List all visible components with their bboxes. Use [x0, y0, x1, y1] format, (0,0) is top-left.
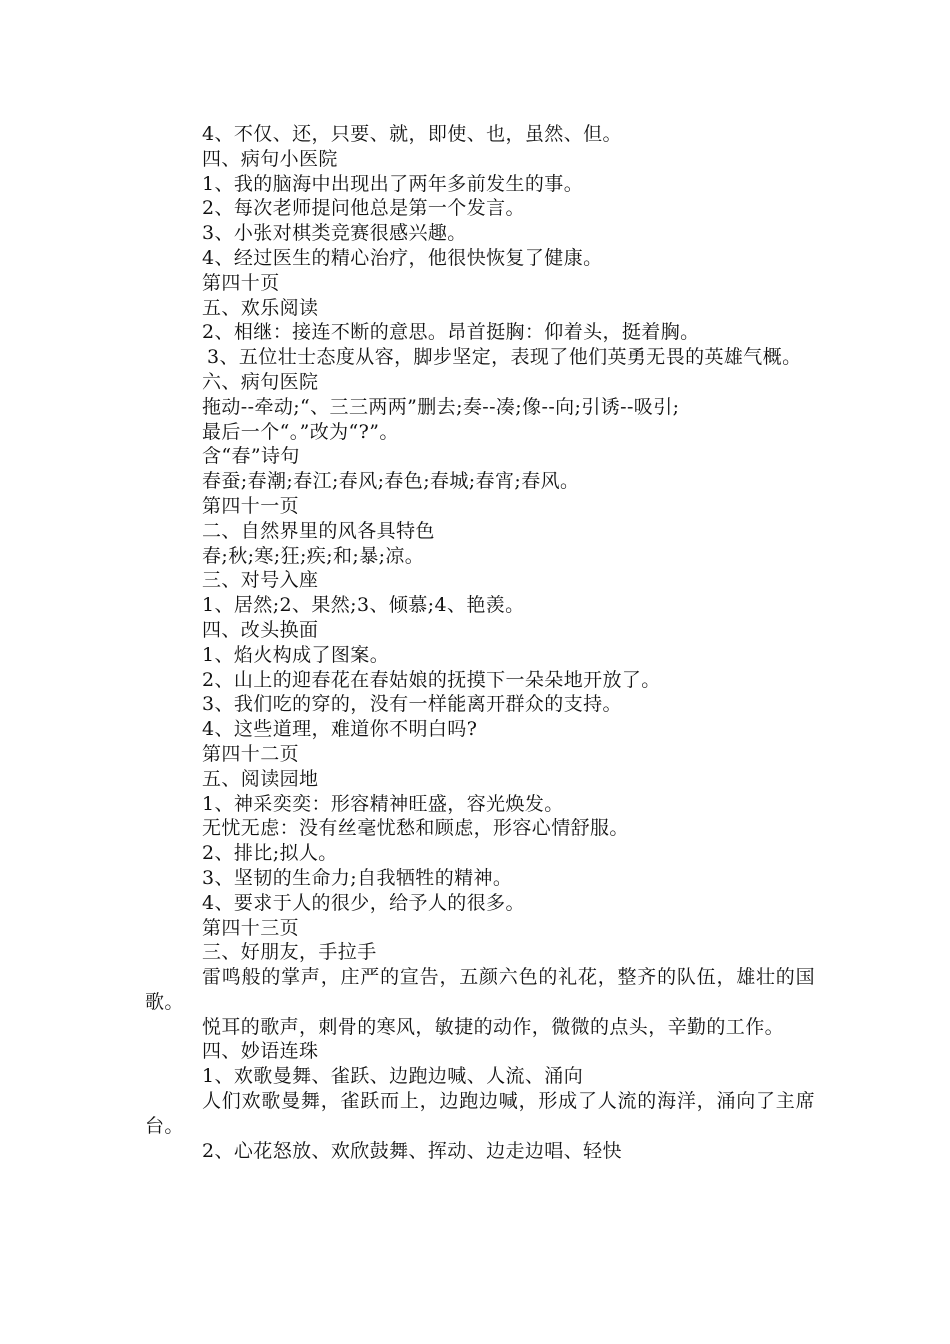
- answer-paragraph: 人们欢歌曼舞，雀跃而上，边跑边喊，形成了人流的海洋，涌向了主席台。: [145, 1090, 815, 1137]
- answer-line: 4、要求于人的很少，给予人的很多。: [202, 891, 525, 914]
- section-heading: 六、病句医院: [202, 370, 319, 393]
- answer-line: 2、每次老师提问他总是第一个发言。: [202, 197, 525, 220]
- answer-line: 2、排比;拟人。: [202, 842, 338, 865]
- document-body: [145, 122, 815, 1163]
- answer-line: 3、我们吃的穿的，没有一样能离开群众的支持。: [202, 693, 622, 716]
- answer-line: 拖动--牵动;“、三三两两”删去;奏--凑;像--向;引诱--吸引;: [202, 395, 680, 418]
- answer-line: 最后一个“。”改为“?”。: [202, 420, 399, 443]
- answer-line: 1、欢歌曼舞、雀跃、边跑边喊、人流、涌向: [202, 1065, 584, 1088]
- page-heading: 第四十二页: [202, 742, 300, 765]
- section-heading: 四、妙语连珠: [202, 1040, 319, 1063]
- answer-line: 春蚕;春潮;春江;春风;春色;春城;春宵;春风。: [202, 470, 580, 493]
- section-heading: 四、改头换面: [202, 618, 319, 641]
- answer-line: 1、焰火构成了图案。: [202, 643, 390, 666]
- answer-line: 无忧无虑：没有丝毫忧愁和顾虑，形容心情舒服。: [202, 817, 629, 840]
- answer-line: 1、神采奕奕：形容精神旺盛，容光焕发。: [202, 792, 564, 815]
- answer-paragraph: 3、五位壮士态度从容，脚步坚定，表现了他们英勇无畏的英雄气概。: [207, 346, 802, 369]
- section-heading: 五、阅读园地: [202, 767, 319, 790]
- section-heading: 四、病句小医院: [202, 147, 338, 170]
- answer-line: 4、经过医生的精心治疗，他很快恢复了健康。: [202, 246, 603, 269]
- answer-line: 春;秋;寒;狂;疾;和;暴;凉。: [202, 544, 425, 567]
- answer-line: 4、不仅、还，只要、就，即使、也，虽然、但。: [202, 123, 622, 145]
- section-heading: 二、自然界里的风各具特色: [202, 519, 435, 542]
- answer-line: 1、居然;2、果然;3、倾慕;4、艳羡。: [202, 594, 525, 617]
- section-heading: 含“春”诗句: [202, 445, 300, 468]
- page-heading: 第四十一页: [202, 494, 300, 517]
- answer-line: 3、小张对棋类竞赛很感兴趣。: [202, 222, 467, 245]
- answer-line: 2、相继：接连不断的意思。昂首挺胸：仰着头，挺着胸。: [202, 321, 700, 344]
- section-heading: 三、好朋友，手拉手: [202, 941, 377, 964]
- section-heading: 三、对号入座: [202, 569, 319, 592]
- section-heading: 五、欢乐阅读: [202, 296, 319, 319]
- answer-line: 2、山上的迎春花在春姑娘的抚摸下一朵朵地开放了。: [202, 668, 661, 691]
- page-heading: 第四十三页: [202, 916, 300, 939]
- answer-paragraph: 悦耳的歌声，刺骨的寒风，敏捷的动作，微微的点头，辛勤的工作。: [202, 1015, 785, 1038]
- page-heading: 第四十页: [202, 271, 280, 294]
- answer-line: 2、心花怒放、欢欣鼓舞、挥动、边走边唱、轻快: [202, 1139, 622, 1162]
- answer-paragraph: 雷鸣般的掌声，庄严的宣告，五颜六色的礼花，整齐的队伍，雄壮的国歌。: [145, 966, 815, 1013]
- answer-line: 1、我的脑海中出现出了两年多前发生的事。: [202, 172, 584, 195]
- answer-line: 4、这些道理，难道你不明白吗?: [202, 718, 478, 741]
- answer-line: 3、坚韧的生命力;自我牺牲的精神。: [202, 866, 513, 889]
